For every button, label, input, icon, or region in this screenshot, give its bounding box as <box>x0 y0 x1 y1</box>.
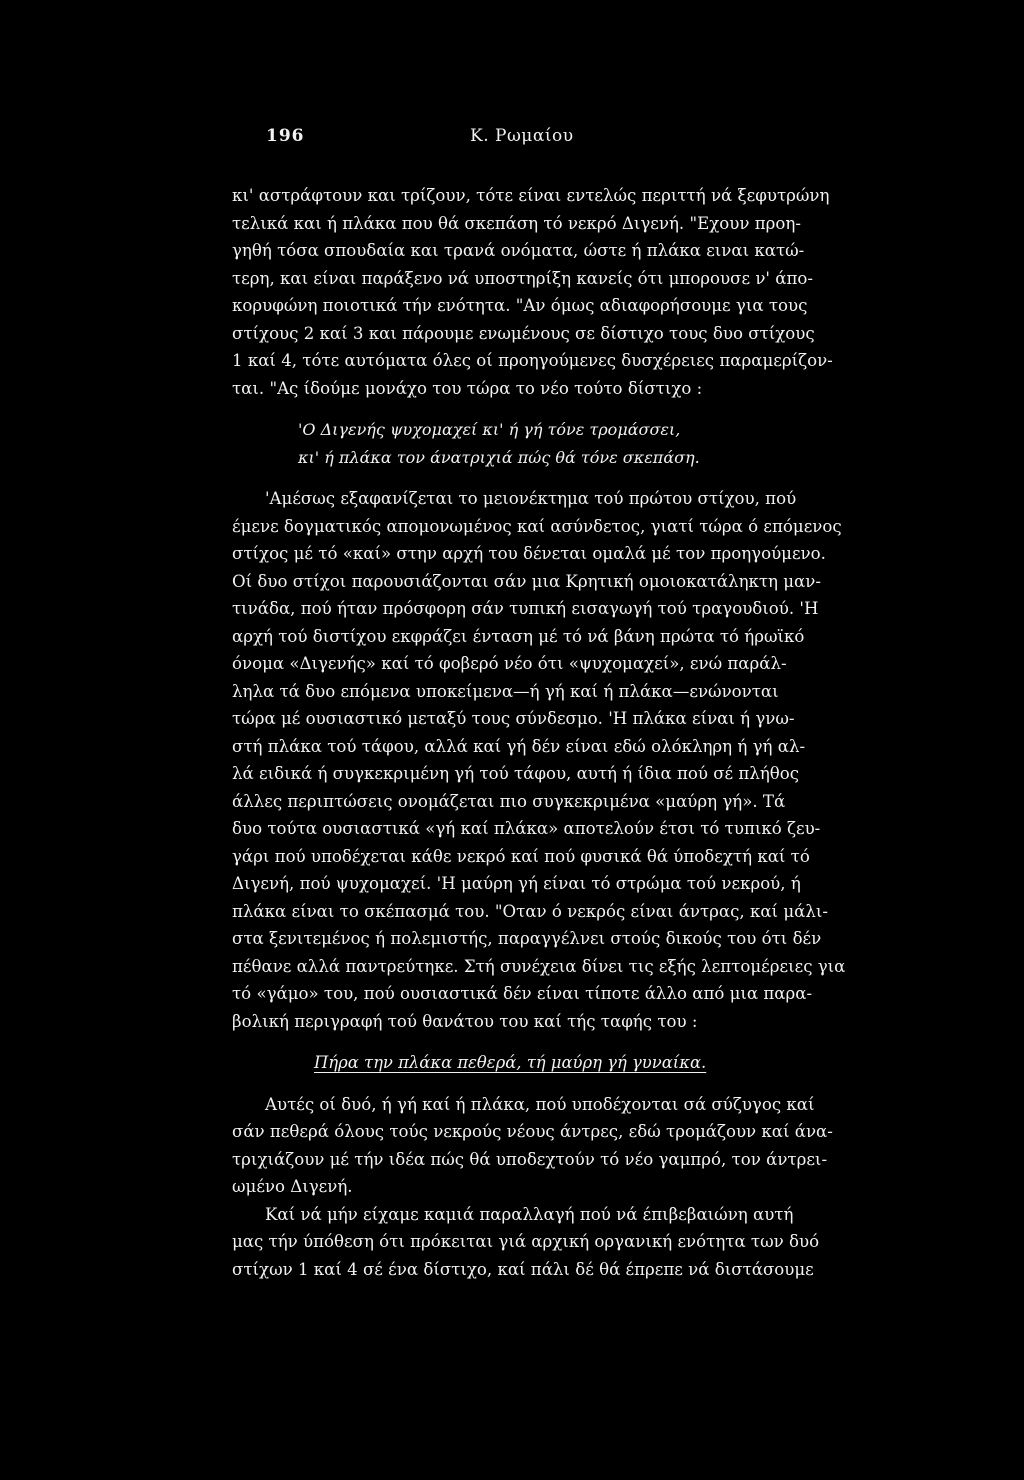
text-line: Διγενή, πού ψυχομαχεί. 'Η μαύρη γή είναι τό στρώμα τού νεκρού, ή <box>232 874 801 893</box>
text-line: ται. "Ας ίδούμε μονάχο του τώρα το νέο τούτο δίστιχο : <box>232 378 703 398</box>
text-line: γάρι πού υποδέχεται κάθε νεκρό καί πού φυσικά θά ύποδεχτή καί τό <box>232 846 810 866</box>
paragraph-4 <box>232 1201 820 1284</box>
text-line: άλλες περιπτώσεις ονομάζεται πιο συγκεκριμένα «μαύρη γή». Τά <box>232 791 786 811</box>
text-line: έμενε δογματικός απομονωμένος καί ασύνδετος, γιατί τώρα ό επόμενος <box>232 516 842 536</box>
text-line: Καί νά μήν είχαμε καμιά παραλλαγή πού νά έπιβεβαιώνη αυτή <box>265 1204 794 1224</box>
text-line: στίχος μέ τό «καί» στην αρχή του δένεται ομαλά μέ τον προηγούμενο. <box>232 544 826 563</box>
text-line: τερη, και είναι παράξενο νά υποστηρίξη κανείς ότι μπορουσε ν' άπο- <box>232 268 813 288</box>
page-number: 196 <box>266 126 305 146</box>
verse-line: Πήρα την πλάκα πεθερά, τή μαύρη γή γυναίκα. <box>314 1053 707 1072</box>
running-head: Κ. Ρωμαίου <box>470 126 574 146</box>
text-line: κορυφώνη ποιοτικά τήν ενότητα. "Αν όμως αδιαφορήσουμε για τους <box>232 296 808 315</box>
text-line: βολική περιγραφή τού θανάτου του καί τής ταφής του : <box>232 1011 698 1031</box>
text-line: τώρα μέ ουσιαστικό μεταξύ τους σύνδεσμο. 'Η πλάκα είναι ή γνω- <box>232 709 795 728</box>
text-line: πέθανε αλλά παντρεύτηκε. Στή συνέχεια δίνει τις εξής λεπτομέρειες για <box>232 956 846 976</box>
text-line: Οί δυο στίχοι παρουσιάζονται σάν μια Κρητική ομοιοκατάληκτη μαν- <box>232 571 821 591</box>
text-line: στίχους 2 καί 3 και πάρουμε ενωμένους σε δίστιχο τους δυο στίχους <box>232 323 815 343</box>
text-line: αρχή τού διστίχου εκφράζει ένταση μέ τό νά βάνη πρώτα τό ήρωϊκό <box>232 626 805 646</box>
text-line: τελικά και ή πλάκα που θά σκεπάση τό νεκρό Διγενή. "Εχουν προη- <box>232 213 801 233</box>
text-line: στίχων 1 καί 4 σέ ένα δίστιχο, καί πάλι δέ θά έπρεπε νά διστάσουμε <box>232 1259 814 1279</box>
text-line: σάν πεθερά όλους τούς νεκρούς νέους άντρες, εδώ τρομάζουν καί άνα- <box>232 1122 833 1141</box>
verse-quote-1 <box>232 416 758 471</box>
text-line: τό «γάμο» του, πού ουσιαστικά δέν είναι τίποτε άλλο από μια παρα- <box>232 984 813 1003</box>
verse-line: 'Ο Διγενής ψυχομαχεί κι' ή γή τόνε τρομάσσει, <box>298 420 681 439</box>
text-line: πλάκα είναι το σκέπασμά του. "Οταν ό νεκρός είναι άντρας, καί μάλι- <box>232 901 828 921</box>
text-line: λά ειδικά ή συγκεκριμένη γή τού τάφου, αυτή ή ίδια πού σέ πλήθος <box>232 764 800 783</box>
text-line: 1 καί 4, τότε αυτόματα όλες οί προηγούμενες δυσχέρειες παραμερίζον- <box>232 351 833 370</box>
text-line: Αυτές οί δυό, ή γή καί ή πλάκα, πού υποδέχονται σά σύζυγος καί <box>265 1094 815 1114</box>
body-text <box>232 182 846 1283</box>
text-line: μας τήν ύπόθεση ότι πρόκειται γιά αρχική οργανική ενότητα των δυό <box>232 1232 820 1251</box>
paragraph-1 <box>232 182 833 402</box>
paragraph-2 <box>232 485 846 1035</box>
text-line: γηθή τόσα σπουδαία και τρανά ονόματα, ώστε ή πλάκα ειναι κατώ- <box>232 241 805 260</box>
text-line: ωμένο Διγενή. <box>232 1177 353 1196</box>
text-line: τριχιάζουν μέ τήν ιδέα πώς θά υποδεχτούν τό νέο γαμπρό, τον άντρει- <box>232 1149 828 1169</box>
verse-quote-2 <box>232 1049 758 1077</box>
text-line: στα ξενιτεμένος ή πολεμιστής, παραγγέλνει στούς δικούς του ότι δέν <box>232 929 822 948</box>
text-line: ληλα τά δυο επόμενα υποκείμενα—ή γή καί ή πλάκα—ενώνονται <box>232 681 779 701</box>
text-line: τινάδα, πού ήταν πρόσφορη σάν τυπική εισαγωγή τού τραγουδιού. 'Η <box>232 599 819 618</box>
verse-line: κι' ή πλάκα τον άνατριχιά πώς θά τόνε σκεπάση. <box>298 447 700 467</box>
text-line: κι' αστράφτουν και τρίζουν, τότε είναι εντελώς περιττή νά ξεφυτρώνη <box>232 186 830 205</box>
paragraph-3 <box>232 1091 833 1201</box>
text-line: 'Αμέσως εξαφανίζεται το μειονέκτημα τού πρώτου στίχου, πού <box>265 489 797 508</box>
text-line: όνομα «Διγενής» καί τό φοβερό νέο ότι «ψυχομαχεί», ενώ παράλ- <box>232 654 787 673</box>
text-line: δυο τούτα ουσιαστικά «γή καί πλάκα» αποτελούν έτσι τό τυπικό ζευ- <box>232 819 821 838</box>
page-header <box>0 126 1024 152</box>
text-line: στή πλάκα τού τάφου, αλλά καί γή δέν είναι εδώ ολόκληρη ή γή αλ- <box>232 736 806 756</box>
